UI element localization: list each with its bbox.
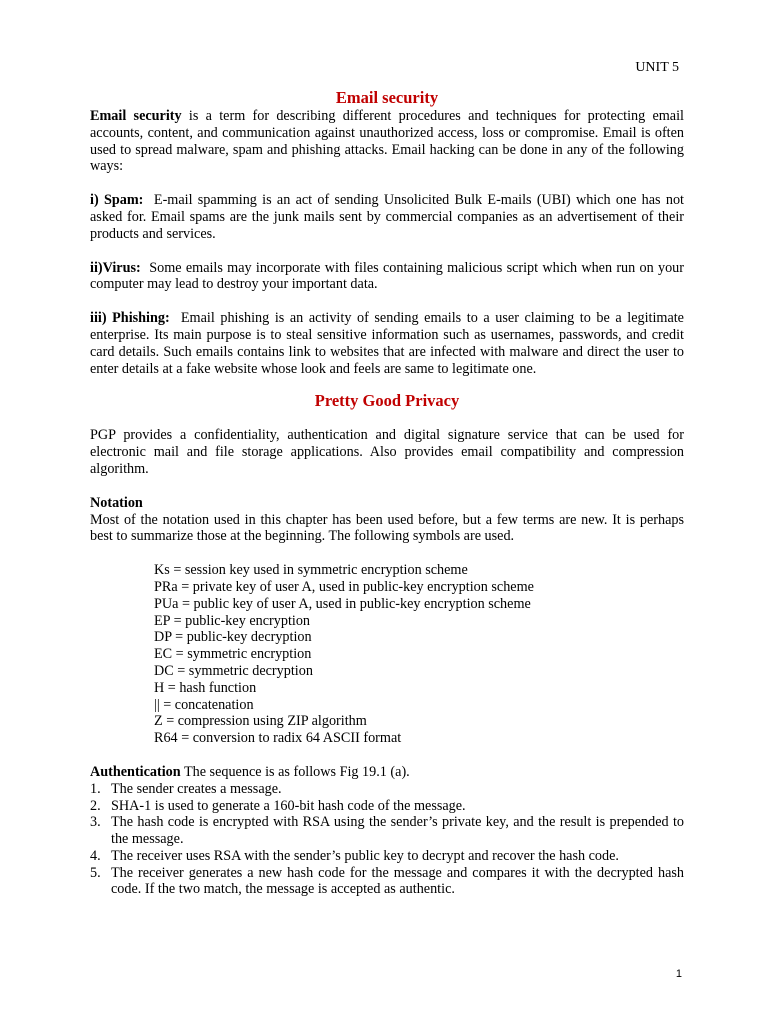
step-text: SHA-1 is used to generate a 160-bit hash code of the message. bbox=[111, 797, 466, 814]
step-number: 1. bbox=[90, 780, 101, 797]
list-item bbox=[90, 865, 684, 899]
notation-text: Most of the notation used in this chapter has been used before, but a few terms are new. It is perhaps best to summarize those at the beginning. The following symbols are used. bbox=[90, 511, 684, 545]
spam-paragraph bbox=[90, 192, 688, 242]
virus-label: ii)Virus: bbox=[90, 259, 141, 276]
symbol-item: DP = public-key decryption bbox=[154, 629, 312, 646]
spam-label: i) Spam: bbox=[90, 192, 144, 209]
step-text: The sender creates a message. bbox=[111, 780, 282, 797]
step-text: The receiver uses RSA with the sender’s public key to decrypt and recover the hash code. bbox=[111, 847, 619, 864]
authentication-steps bbox=[90, 781, 684, 899]
virus-paragraph bbox=[90, 259, 688, 294]
symbol-item: || = concatenation bbox=[154, 696, 254, 713]
symbol-item: H = hash function bbox=[154, 679, 257, 696]
symbol-item: EP = public-key encryption bbox=[154, 612, 311, 629]
unit-label: UNIT 5 bbox=[635, 60, 679, 75]
authentication-intro-text: The sequence is as follows Fig 19.1 (a). bbox=[180, 763, 410, 780]
pgp-intro: PGP provides a confidentiality, authentication and digital signature service that can be used for electronic mail and file storage applications. Also provides email compatibility and compression algorithm. bbox=[90, 427, 684, 477]
step-text: The hash code is encrypted with RSA using the sender’s private key, and the result is prepended to the message. bbox=[111, 814, 684, 848]
list-item bbox=[90, 798, 684, 815]
list-item bbox=[90, 781, 684, 798]
email-security-intro-text: is a term for describing different procedures and techniques for protecting email accounts, content, and communication against unauthorized access, loss or compromise. Email is often used to spread malware, spam and phishing attacks. Email hacking can be done in any of the following ways: bbox=[90, 108, 684, 175]
symbol-item: EC = symmetric encryption bbox=[154, 646, 312, 663]
step-number: 5. bbox=[90, 864, 101, 881]
symbol-item: Z = compression using ZIP algorithm bbox=[154, 713, 367, 730]
symbol-item: DC = symmetric decryption bbox=[154, 662, 313, 679]
pgp-title: Pretty Good Privacy bbox=[314, 391, 460, 411]
step-number: 2. bbox=[90, 797, 101, 814]
page-number: 1 bbox=[675, 968, 682, 980]
authentication-intro bbox=[90, 764, 684, 781]
symbol-item: PRa = private key of user A, used in public-key encryption scheme bbox=[154, 578, 534, 595]
phishing-text: Email phishing is an activity of sending emails to a user claiming to be a legitimate enterprise. Its main purpose is to steal sensitive information such as usernames, passwords, and credit card details. Such emails contains link to websites that are infected with malware and direct the user to enter details at a fake website whose look and feels are same to legitimate one. bbox=[90, 310, 688, 377]
authentication-heading: Authentication bbox=[90, 763, 181, 780]
symbol-item: Ks = session key used in symmetric encryption scheme bbox=[154, 562, 468, 579]
notation-heading-text: Notation bbox=[90, 494, 143, 511]
phishing-paragraph bbox=[90, 310, 688, 377]
spam-text: E-mail spamming is an act of sending Unsolicited Bulk E-mails (UBI) which one has not asked for. Email spams are the junk mails sent by commercial companies as an advertisement of their products and services. bbox=[90, 192, 688, 242]
notation-heading bbox=[90, 495, 684, 512]
list-item bbox=[90, 848, 684, 865]
virus-text: Some emails may incorporate with files containing malicious script which when run on your computer may lead to destroy your important data. bbox=[90, 259, 688, 293]
phishing-label: iii) Phishing: bbox=[90, 310, 170, 327]
email-security-title: Email security bbox=[335, 88, 439, 107]
step-number: 3. bbox=[90, 814, 101, 831]
step-text: The receiver generates a new hash code for the message and compares it with the decrypted hash code. If the two match, the message is accepted as authentic. bbox=[111, 864, 684, 898]
document-body bbox=[90, 88, 688, 898]
list-item bbox=[90, 814, 684, 848]
step-number: 4. bbox=[90, 847, 101, 864]
symbol-item: R64 = conversion to radix 64 ASCII format bbox=[154, 730, 402, 747]
email-security-term: Email security bbox=[90, 108, 182, 124]
symbol-item: PUa = public key of user A, used in public-key encryption scheme bbox=[154, 595, 531, 612]
email-security-intro bbox=[90, 108, 684, 175]
symbol-list bbox=[90, 562, 684, 747]
